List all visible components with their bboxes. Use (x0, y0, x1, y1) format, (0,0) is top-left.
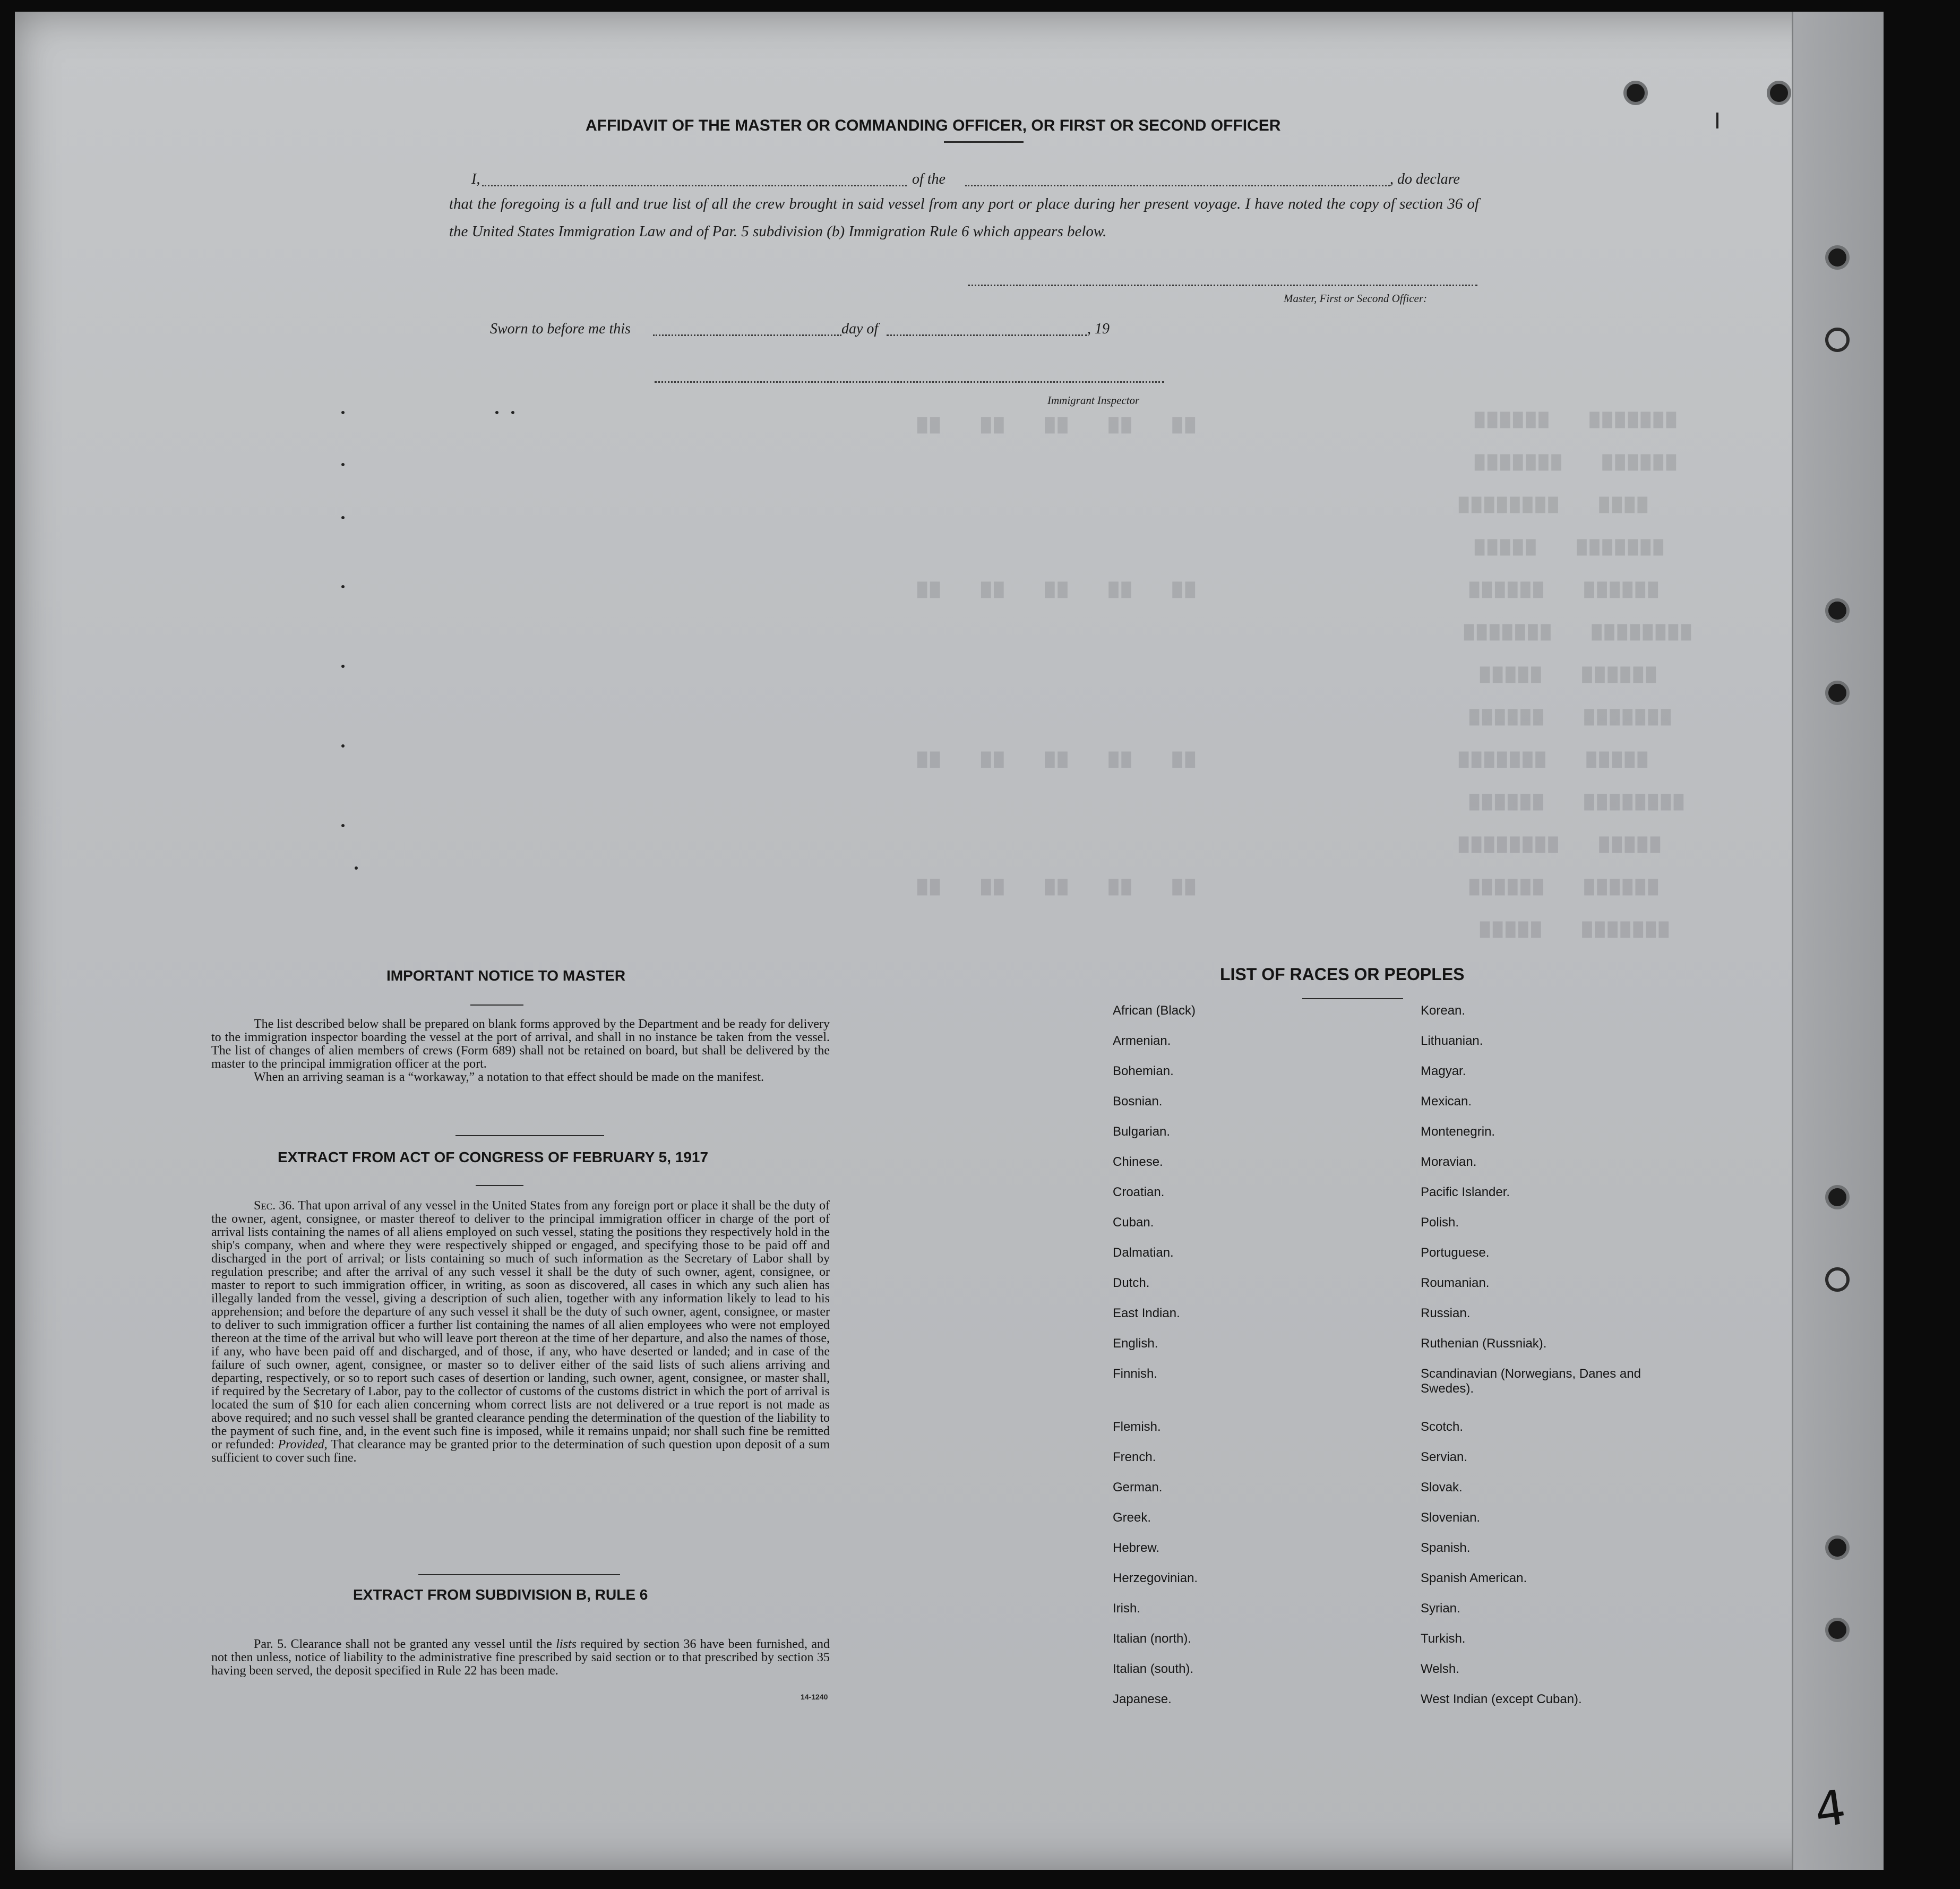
bleed-through: ▇▇▇▇▇ ▇▇▇▇▇▇▇ (1480, 921, 1672, 939)
notice-paragraph-1: The list described below shall be prepared on blank forms approved by the Department and be ready for delivery to the immigration inspector boarding the vessel at the port of arrival, and shall in no instance be taken from the vessel. The list of changes of alien members of crews (Form 689) shall not be retained on board, but shall be delivered by the master to the principal immigration officer at the port. (211, 1017, 830, 1071)
rule6-text-a: Par. 5. Clearance shall not be granted any vessel until the (254, 1637, 552, 1651)
race-item: Italian (north). (1113, 1632, 1192, 1646)
year-label: , 19 (1087, 321, 1110, 337)
races-rule (1302, 998, 1403, 999)
day-of-label: day of (841, 321, 879, 337)
race-item: Turkish. (1421, 1632, 1466, 1646)
race-item: East Indian. (1113, 1306, 1180, 1320)
race-item: Japanese. (1113, 1692, 1172, 1706)
race-item: Pacific Islander. (1421, 1185, 1510, 1199)
bleed-through: ▇▇ ▇▇ ▇▇ ▇▇ ▇▇ (917, 751, 1198, 769)
bleed-through: ▇▇▇▇▇▇ ▇▇▇▇▇▇▇▇ (1469, 794, 1687, 812)
bleed-through: ▇▇▇▇▇▇ ▇▇▇▇▇▇▇ (1475, 411, 1679, 430)
race-item: Armenian. (1113, 1034, 1171, 1048)
binder-hole (1825, 1185, 1850, 1209)
race-item: Spanish American. (1421, 1571, 1527, 1585)
ink-dot (341, 665, 345, 668)
race-item: Bohemian. (1113, 1064, 1174, 1078)
binder-hole (1825, 681, 1850, 705)
race-item: Italian (south). (1113, 1662, 1194, 1676)
binder-hole (1825, 1267, 1850, 1292)
race-item: Slovenian. (1421, 1510, 1481, 1525)
title-rule (944, 141, 1024, 143)
bleed-through: ▇▇▇▇▇▇ ▇▇▇▇▇▇ (1469, 581, 1661, 599)
rule6-body (211, 1638, 830, 1678)
affidavit-declare-label: , do declare (1390, 171, 1460, 187)
bleed-through: ▇▇▇▇▇▇ ▇▇▇▇▇▇ (1469, 879, 1661, 897)
ink-dot (341, 744, 345, 748)
race-item: Scandinavian (Norwegians, Danes and Swedes). (1421, 1367, 1641, 1396)
affidavit-of-the-label: of the (912, 171, 945, 187)
race-item: Bosnian. (1113, 1094, 1163, 1109)
ink-dot (341, 411, 345, 414)
race-item: Croatian. (1113, 1185, 1165, 1199)
race-item: West Indian (except Cuban). (1421, 1692, 1582, 1706)
rule6-title: EXTRACT FROM SUBDIVISION B, RULE 6 (353, 1586, 648, 1603)
bleed-through: ▇▇ ▇▇ ▇▇ ▇▇ ▇▇ (917, 581, 1198, 599)
bleed-through: ▇▇ ▇▇ ▇▇ ▇▇ ▇▇ (917, 417, 1198, 435)
race-item: Syrian. (1421, 1601, 1460, 1616)
affidavit-body: that the foregoing is a full and true list of all the crew brought in said vessel from any port or place during her present voyage. I have noted the copy of section 36 of the United States Immigration Law and of Par. 5 subdivision (b) Immigration Rule 6 which appears below. (449, 195, 1479, 240)
handwritten-mark: 4 (1811, 1779, 1850, 1839)
master-label: Master, First or Second Officer: (1284, 292, 1428, 305)
binder-hole (1623, 81, 1648, 105)
notice-rule (470, 1004, 523, 1006)
race-item: Dalmatian. (1113, 1246, 1174, 1260)
race-item: Russian. (1421, 1306, 1471, 1320)
race-item: Polish. (1421, 1215, 1459, 1230)
race-item: Moravian. (1421, 1155, 1477, 1169)
lists-word: lists (556, 1637, 577, 1651)
pencil-tick (1716, 113, 1718, 128)
page-edge (1792, 12, 1884, 1870)
bleed-through: ▇▇▇▇▇▇▇ ▇▇▇▇▇▇ (1475, 454, 1679, 472)
bleed-through: ▇▇▇▇▇▇▇ ▇▇▇▇▇▇▇▇ (1464, 624, 1694, 642)
race-item: Irish. (1113, 1601, 1141, 1616)
race-item: Montenegrin. (1421, 1124, 1495, 1139)
race-item: Ruthenian (Russniak). (1421, 1336, 1547, 1351)
binder-hole (1825, 245, 1850, 270)
month-blank (887, 334, 1087, 336)
races-list (1113, 1003, 1697, 1722)
ink-dot (341, 585, 345, 588)
binder-hole (1825, 328, 1850, 352)
race-item: Hebrew. (1113, 1541, 1160, 1555)
race-item: Scotch. (1421, 1420, 1464, 1434)
provided-word: Provided, (278, 1438, 328, 1452)
notice-title: IMPORTANT NOTICE TO MASTER (386, 967, 626, 984)
act-rule (476, 1185, 523, 1186)
race-item: Servian. (1421, 1450, 1468, 1464)
ink-dot (341, 463, 345, 466)
inspector-signature-line (655, 381, 1164, 383)
races-column-left (1113, 1003, 1421, 1722)
race-item: English. (1113, 1336, 1158, 1351)
affidavit-i-label: I, (471, 171, 480, 187)
race-item: Flemish. (1113, 1420, 1161, 1434)
vessel-blank (965, 185, 1390, 186)
section-36-end: That clearance may be granted prior to the determination of such question upon deposit of a sum sufficient to cover such fine. (211, 1438, 830, 1465)
races-title: LIST OF RACES OR PEOPLES (1220, 965, 1465, 984)
section-label: Sec. 36. (254, 1199, 295, 1213)
notice-body (211, 1018, 830, 1084)
binder-hole (1825, 1535, 1850, 1560)
race-item: Portuguese. (1421, 1246, 1490, 1260)
ink-dot (341, 516, 345, 519)
ink-dot (355, 866, 358, 870)
race-item: Korean. (1421, 1003, 1466, 1018)
binder-hole (1825, 1618, 1850, 1642)
bleed-through: ▇▇▇▇▇ ▇▇▇▇▇▇▇ (1475, 539, 1666, 557)
race-item: Chinese. (1113, 1155, 1163, 1169)
bleed-through: ▇▇▇▇▇ ▇▇▇▇▇▇ (1480, 666, 1659, 684)
race-item: Lithuanian. (1421, 1034, 1483, 1048)
bleed-through: ▇▇ ▇▇ ▇▇ ▇▇ ▇▇ (917, 879, 1198, 897)
race-item: Greek. (1113, 1510, 1151, 1525)
document-page (15, 12, 1884, 1870)
form-number: 14-1240 (801, 1693, 828, 1701)
race-item: Mexican. (1421, 1094, 1472, 1109)
name-blank (482, 185, 907, 186)
race-item: Welsh. (1421, 1662, 1459, 1676)
races-column-right (1421, 1003, 1675, 1722)
race-item: German. (1113, 1480, 1163, 1495)
bleed-through: ▇▇▇▇▇▇ ▇▇▇▇▇▇▇ (1469, 709, 1674, 727)
race-item: Slovak. (1421, 1480, 1463, 1495)
ink-dot (511, 411, 514, 414)
race-item: French. (1113, 1450, 1156, 1464)
race-item: Roumanian. (1421, 1276, 1490, 1290)
bleed-through: ▇▇▇▇▇▇▇ ▇▇▇▇▇ (1459, 751, 1650, 769)
rule6-text-b: required by section 36 have been furnished, and not then unless, notice of liability to the administrative fine prescribed by said section or to that prescribed by section 35 having been served, the deposit specified in Rule 22 has been made. (211, 1637, 830, 1678)
section-36-text: That upon arrival of any vessel in the United States from any foreign port or place it shall be the duty of the owner, agent, consignee, or master thereof to deliver to the principal immigration officer in charge of the port of arrival lists containing the names of all aliens employed on such vessel, stating the positions they respectively hold in the ship's company, when and where they were respectively shipped or engaged, and specifying those to be paid off and discharged in the port of arrival; or lists containing so much of such information as the Secretary of Labor shall by regulation prescribe; and after the arrival of any such vessel it shall be the duty of such owner, agent, consignee, or master to report to such immigration officer, in writing, as soon as discovered, all cases in which any such alien has illegally landed from the vessel, giving a description of such alien, together with any information likely to lead to his apprehension; and before the departure of any such vessel it shall be the duty of such owner, agent, consignee, or master to deliver to such immigration officer a further list containing the names of all alien employees who were not employed thereon at the time of the arrival but who will leave port thereon at the time of her departure, and also the names of those, if any, who have been paid off and discharged, and of those, if any, who have deserted or landed; and in case of the failure of such owner, agent, consignee, or master so to deliver either of the said lists of such aliens arriving and departing, respectively, or so to report such cases of desertion or landing, such owner, agent, consignee, or master shall, if required by the Secretary of Labor, pay to the collector of customs of the customs district in which the port of arrival is located the sum of $10 for each alien concerning whom correct lists are not delivered or a true report is not made as above required; and no such vessel shall be granted clearance pending the determination of the question of the liability to the payment of such fine, and, in the event such fine is imposed, while it remains unpaid; nor shall such fine be remitted or refunded: (211, 1199, 830, 1452)
bleed-through: ▇▇▇▇▇▇▇▇ ▇▇▇▇ (1459, 496, 1650, 514)
affidavit-title: AFFIDAVIT OF THE MASTER OR COMMANDING OFFICER, OR FIRST OR SECOND OFFICER (586, 117, 1281, 134)
section-rule (455, 1135, 604, 1136)
act-title: EXTRACT FROM ACT OF CONGRESS OF FEBRUARY 5, 1917 (278, 1149, 709, 1165)
notice-paragraph-2: When an arriving seaman is a “workaway,” a notation to that effect should be made on the manifest. (254, 1070, 764, 1084)
inspector-label: Immigrant Inspector (1047, 394, 1140, 407)
ink-dot (495, 411, 498, 414)
race-item: Bulgarian. (1113, 1124, 1171, 1139)
binder-hole (1825, 598, 1850, 623)
race-item: Magyar. (1421, 1064, 1466, 1078)
ink-dot (341, 824, 345, 827)
master-signature-line (968, 285, 1477, 286)
bleed-through: ▇▇▇▇▇▇▇▇ ▇▇▇▇▇ (1459, 836, 1663, 854)
binder-hole (1767, 81, 1791, 105)
race-item: Finnish. (1113, 1367, 1158, 1381)
race-item: Dutch. (1113, 1276, 1150, 1290)
section-rule (418, 1574, 620, 1575)
race-item: Spanish. (1421, 1541, 1471, 1555)
act-body (211, 1199, 830, 1465)
day-blank (653, 334, 841, 336)
race-item: African (Black) (1113, 1003, 1196, 1018)
sworn-label: Sworn to before me this (490, 321, 631, 337)
race-item: Herzegovinian. (1113, 1571, 1198, 1585)
race-item: Cuban. (1113, 1215, 1154, 1230)
